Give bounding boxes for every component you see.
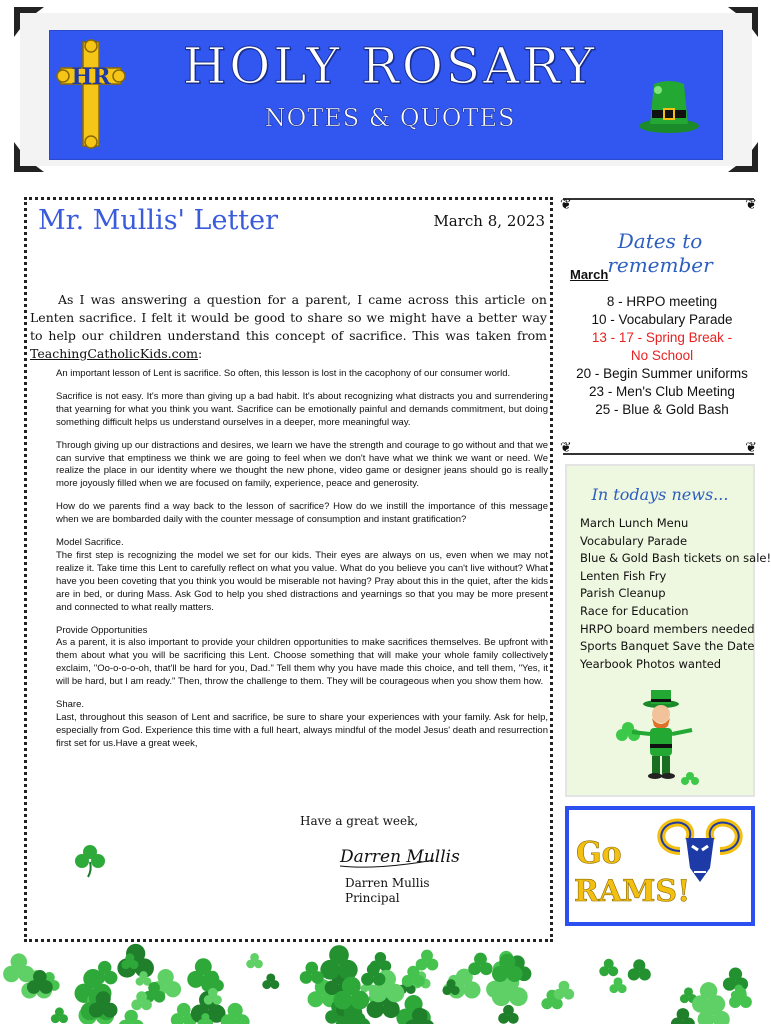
- news-list: [580, 515, 771, 673]
- shamrock-icon: [51, 1007, 68, 1023]
- page-title: HOLY ROSARY: [182, 37, 598, 95]
- news-item[interactable]: Sports Banquet Save the Date: [580, 639, 755, 654]
- signature-image: [338, 836, 460, 872]
- article-paragraph: How do we parents find a way back to the lesson of sacrifice? How do we instill the importance of this message when we are bombarded daily with the counter message of consumption and instant gratification?: [56, 501, 548, 526]
- article-paragraph: Sacrifice is not easy. It's more than giving up a bad habit. It's about recognizing what distracts you and surrendering that yearning for what you think you want. Sacrifice can be emotionally painful and demands commitment, but doing something difficult helps us understand ourselves in a deeper, more meaningful way.: [56, 390, 548, 428]
- shamrock-icon: [119, 1010, 144, 1024]
- shamrock-border-icon: [0, 950, 770, 1024]
- letter-intro: [30, 291, 547, 363]
- news-heading: In todays news...: [591, 485, 729, 504]
- page-subtitle: NOTES & QUOTES: [264, 104, 516, 132]
- article-paragraph: An important lesson of Lent is sacrifice. So often, this lesson is lost in the cacophony of our consumer world.: [56, 368, 511, 379]
- news-item[interactable]: March Lunch Menu: [580, 516, 689, 530]
- news-item[interactable]: Yearbook Photos wanted: [580, 656, 722, 671]
- logo-initials: HR: [71, 64, 111, 90]
- corner-ornament-icon: [724, 138, 758, 172]
- section-text: The first step is recognizing the model we set for our kids. Their eyes are always on us, even when we may not realize it. Take time this Lent to carefully reflect on what you value. What do you believe you can't live without? What have you been coveting that you think you would be miserable not having? Pray about this in the quiet, after the kids are in bed, or during Mass. Ask God to help you shed distractions and yearnings so that you may be more present and connected to what really matters.: [56, 549, 548, 613]
- cross-logo-icon: [58, 40, 124, 148]
- shamrock-icon: [554, 981, 574, 1000]
- dates-month: March: [570, 267, 609, 282]
- article-section-model: [56, 537, 548, 614]
- shamrock-icon: [416, 950, 439, 971]
- section-title: Provide Opportunities: [56, 624, 148, 636]
- shamrock-icon: [498, 1005, 518, 1024]
- news-item[interactable]: Parish Cleanup: [580, 586, 666, 601]
- shamrock-icon: [729, 987, 752, 1008]
- shamrock-icon: [3, 953, 34, 982]
- shamrock-icon: [262, 973, 279, 989]
- news-item[interactable]: Lenten Fish Fry: [580, 568, 667, 583]
- date-item: 25 - Blue & Gold Bash: [595, 402, 729, 417]
- section-title: Model Sacrifice.: [56, 537, 124, 549]
- letter-date: March 8, 2023: [433, 212, 545, 230]
- shamrock-icon: [468, 953, 492, 975]
- source-link[interactable]: TeachingCatholicKids.com: [30, 346, 199, 361]
- section-title: Share.: [56, 699, 84, 711]
- date-item: 13 - 17 - Spring Break -: [591, 330, 733, 345]
- corner-ornament-icon: [724, 7, 758, 41]
- date-item: No School: [630, 348, 694, 363]
- flourish-icon: ❦: [745, 197, 757, 213]
- intro-text: As I was answering a question for a parent, I came across this article on Lenten sacrifice. I felt it would be good to share so we might have a better way to help our children understand this concept of sacrifice. This was taken from: [30, 292, 547, 343]
- intro-end: :: [198, 346, 203, 361]
- section-text: As a parent, it is also important to provide your children opportunities to make sacrifices themselves. Be upfront with them about what you will be sacrificing this Lent. Choose something that will make your whole family collectively exclaim, "Oo-o-o-o-oh, that'll be hard for you, Dad." Tell them why you have made this choice, and tell them, "Yes, it will be hard, but I am ready." Then, throw the challenge to them. They will be courageous when you show them how.: [56, 637, 548, 688]
- news-item[interactable]: Vocabulary Parade: [580, 533, 688, 548]
- svg-text:Darren Mullis: Darren Mullis: [340, 847, 460, 867]
- shamrock-icon: [246, 953, 263, 968]
- section-text: Last, throughout this season of Lent and sacrifice, be sure to share your experiences with your family. Ask for help, especially from God. Experience this time with a full heart, always mindful of the model Jesus' death and resurrection first set for us.Have a great week,: [56, 711, 548, 749]
- shamrock-icon: [599, 959, 618, 976]
- dates-list: [572, 293, 752, 419]
- article-paragraph: Through giving up our distractions and desires, we learn we have the strength and courage to go without and that we can survive that emptiness we think we are going to feel when we don't have what we think we want or need. We realize the place in our identity where we thought the new phone, video game or designer jeans should go is really more joyously filled when we are focused on family, experience, peace and generosity.: [56, 439, 548, 490]
- letter-closing: Have a great week,: [300, 814, 419, 828]
- flourish-icon: ❦: [560, 440, 572, 456]
- news-item[interactable]: HRPO board members needed: [580, 621, 755, 636]
- article-body: [56, 368, 548, 761]
- article-section-share: [56, 699, 548, 751]
- shamrock-icon: [92, 961, 117, 984]
- news-item[interactable]: Race for Education: [580, 603, 689, 618]
- ram-mascot-icon: [650, 816, 750, 886]
- shamrock-icon: [671, 1008, 695, 1024]
- leprechaun-icon: [618, 690, 704, 790]
- corner-ornament-icon: [14, 138, 48, 172]
- date-item: 20 - Begin Summer uniforms: [576, 366, 748, 381]
- rams-text-go: Go: [576, 836, 622, 871]
- corner-ornament-icon: [14, 7, 48, 41]
- leprechaun-hat-icon: [638, 76, 700, 134]
- shamrock-icon: [300, 962, 324, 984]
- date-item: 8 - HRPO meeting: [606, 294, 718, 309]
- date-item: 10 - Vocabulary Parade: [591, 312, 733, 327]
- news-item[interactable]: Blue & Gold Bash tickets on sale!: [580, 551, 771, 566]
- date-item: 23 - Men's Club Meeting: [589, 384, 735, 399]
- article-section-opportunities: [56, 625, 548, 690]
- letter-heading: Mr. Mullis' Letter: [38, 205, 279, 236]
- signer-name: Darren Mullis: [345, 876, 430, 890]
- shamrock-icon: [72, 842, 108, 878]
- signer-title: Principal: [345, 891, 400, 905]
- shamrock-icon: [609, 977, 626, 993]
- flourish-icon: ❦: [745, 440, 757, 456]
- flourish-icon: ❦: [560, 197, 572, 213]
- dates-heading: Dates to remember: [607, 229, 713, 277]
- shamrock-icon: [628, 959, 651, 980]
- rams-text-rams: RAMS!: [574, 874, 691, 909]
